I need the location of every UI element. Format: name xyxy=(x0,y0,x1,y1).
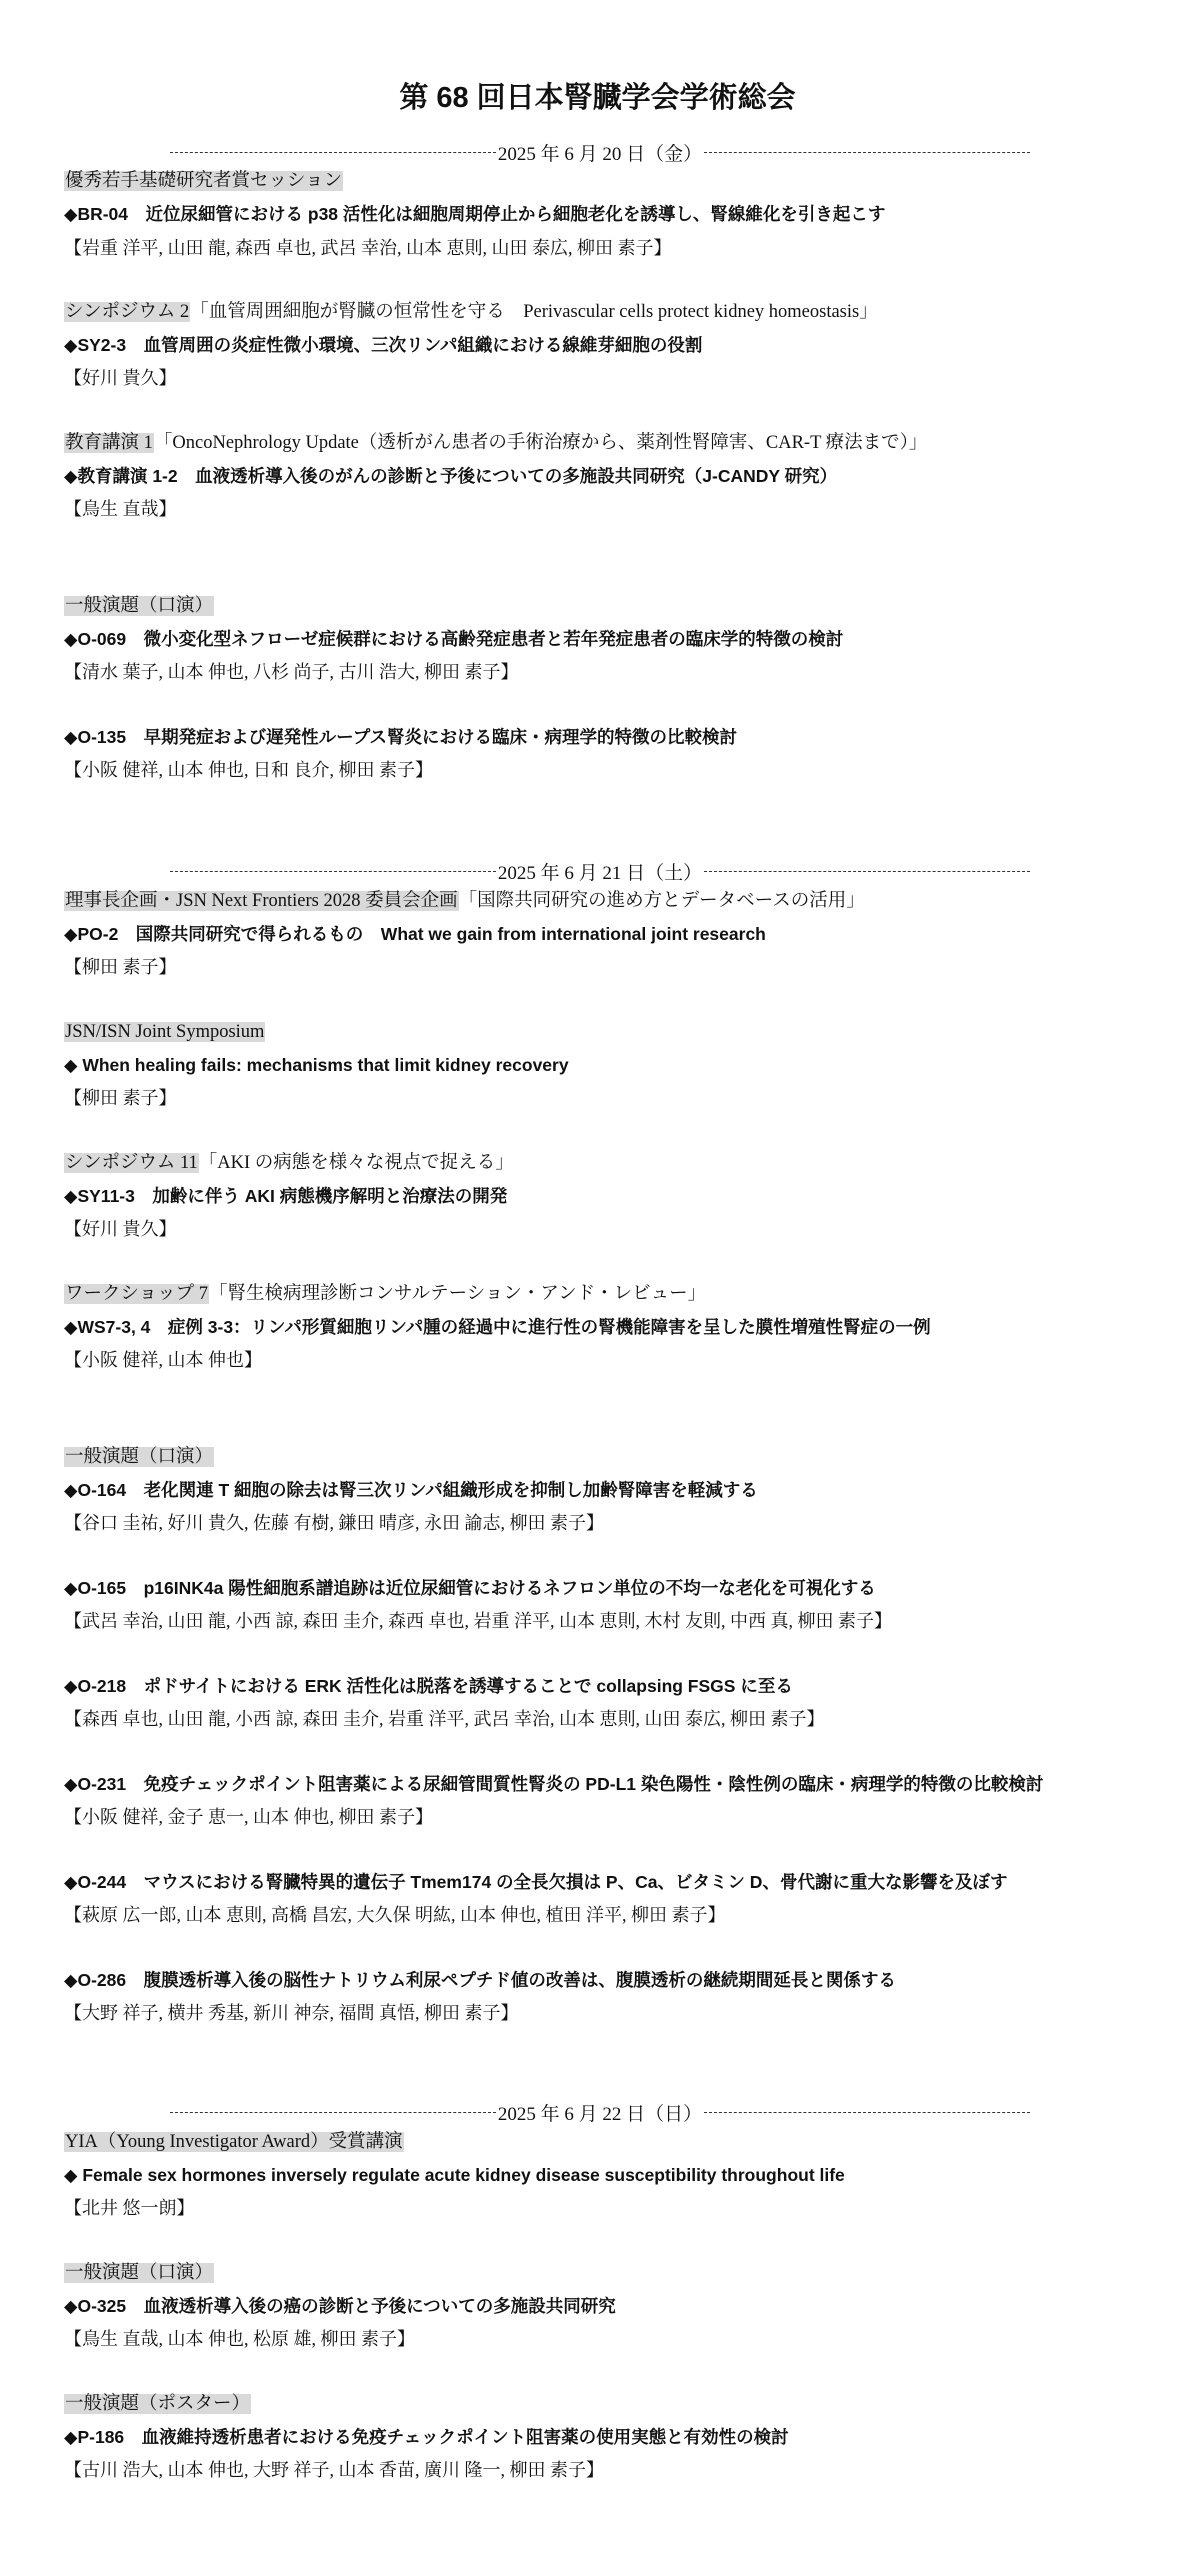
session-label: 教育講演 1 xyxy=(65,433,153,453)
presentation-title: ◆O-231 免疫チェックポイント阻害薬による尿細管間質性腎炎の PD-L1 染色陽性・陰性例の臨床・病理学的特徴の比較検討 xyxy=(64,1774,1044,1794)
presentation-title: ◆O-244 マウスにおける腎臓特異的遺伝子 Tmem174 の全長欠損は P、Ca、ビタミン D、骨代謝に重大な影響を及ぼす xyxy=(64,1872,1008,1892)
presentation-authors: 【大野 祥子, 横井 秀基, 新川 神奈, 福間 真悟, 柳田 素子】 xyxy=(64,2003,519,2023)
session-heading xyxy=(64,428,927,458)
session-label: 優秀若手基礎研究者賞セッション xyxy=(65,171,343,191)
presentation-authors: 【好川 貴久】 xyxy=(64,1219,177,1239)
session-label: JSN/ISN Joint Symposium xyxy=(65,1022,265,1042)
presentation-authors: 【森西 卓也, 山田 龍, 小西 諒, 森田 圭介, 岩重 洋平, 武呂 幸治, 山本 恵則, 山田 泰広, 柳田 素子】 xyxy=(64,1709,825,1729)
session-subtitle: 「腎生検病理診断コンサルテーション・アンド・レビュー」 xyxy=(209,1284,707,1304)
presentation-authors: 【岩重 洋平, 山田 龍, 森西 卓也, 武呂 幸治, 山本 恵則, 山田 泰広, 柳田 素子】 xyxy=(64,238,672,258)
presentation-authors: 【北井 悠一朗】 xyxy=(64,2198,195,2218)
presentation-authors: 【小阪 健祥, 山本 伸也】 xyxy=(64,1350,262,1370)
presentation-title: ◆BR-04 近位尿細管における p38 活性化は細胞周期停止から細胞老化を誘導し、腎線維化を引き起こす xyxy=(64,204,886,224)
presentation-authors: 【鳥生 直哉】 xyxy=(64,499,177,519)
presentation-authors: 【柳田 素子】 xyxy=(64,957,177,977)
date-divider xyxy=(170,856,1030,886)
presentation-title: ◆O-164 老化関連 T 細胞の除去は腎三次リンパ組織形成を抑制し加齢腎障害を軽減する xyxy=(64,1480,758,1500)
presentation-authors: 【小阪 健祥, 山本 伸也, 日和 良介, 柳田 素子】 xyxy=(64,760,433,780)
presentation-title: ◆O-286 腹膜透析導入後の脳性ナトリウム利尿ペプチド値の改善は、腹膜透析の継続期間延長と関係する xyxy=(64,1970,896,1990)
divider-line xyxy=(704,152,1030,153)
date-label: 2025 年 6 月 21 日（土） xyxy=(497,862,703,884)
session-heading xyxy=(64,886,865,916)
presentation-title: ◆ Female sex hormones inversely regulate acute kidney disease susceptibility throughout life xyxy=(64,2165,845,2185)
date-label: 2025 年 6 月 20 日（金） xyxy=(497,143,703,165)
divider-line xyxy=(704,2112,1030,2113)
presentation-title: ◆WS7-3, 4 症例 3-3：リンパ形質細胞リンパ腫の経過中に進行性の腎機能障害を呈した膜性増殖性腎症の一例 xyxy=(64,1317,931,1337)
presentation-authors: 【清水 葉子, 山本 伸也, 八杉 尚子, 古川 浩大, 柳田 素子】 xyxy=(64,662,519,682)
session-label: YIA（Young Investigator Award）受賞講演 xyxy=(65,2132,403,2152)
session-heading xyxy=(64,2389,251,2419)
session-heading xyxy=(64,2258,214,2288)
session-label: 一般演題（ポスター） xyxy=(65,2394,251,2414)
presentation-authors: 【谷口 圭祐, 好川 貴久, 佐藤 有樹, 鎌田 晴彦, 永田 諭志, 柳田 素子】 xyxy=(64,1513,604,1533)
session-label: 一般演題（口演） xyxy=(65,596,214,616)
presentation-title: ◆O-135 早期発症および遅発性ループス腎炎における臨床・病理学的特徴の比較検討 xyxy=(64,727,738,747)
session-heading xyxy=(64,166,343,196)
presentation-authors: 【萩原 広一郎, 山本 恵則, 高橋 昌宏, 大久保 明紘, 山本 伸也, 植田 洋平, 柳田 素子】 xyxy=(64,1905,726,1925)
presentation-title: ◆教育講演 1-2 血液透析導入後のがんの診断と予後についての多施設共同研究（J-CANDY 研究） xyxy=(64,466,838,486)
session-heading xyxy=(64,1442,214,1472)
presentation-title: ◆SY2-3 血管周囲の炎症性微小環境、三次リンパ組織における線維芽細胞の役割 xyxy=(64,335,703,355)
presentation-title: ◆O-069 微小変化型ネフローゼ症候群における高齢発症患者と若年発症患者の臨床学的特徴の検討 xyxy=(64,629,844,649)
session-label: 一般演題（口演） xyxy=(65,2263,214,2283)
session-subtitle: 「血管周囲細胞が腎臓の恒常性を守る Perivascular cells protect kidney homeostasis」 xyxy=(190,302,878,322)
presentation-authors: 【好川 貴久】 xyxy=(64,368,177,388)
presentation-authors: 【武呂 幸治, 山田 龍, 小西 諒, 森田 圭介, 森西 卓也, 岩重 洋平, 山本 恵則, 木村 友則, 中西 真, 柳田 素子】 xyxy=(64,1611,892,1631)
presentation-title: ◆O-165 p16INK4a 陽性細胞系譜追跡は近位尿細管におけるネフロン単位の不均一な老化を可視化する xyxy=(64,1578,876,1598)
divider-line xyxy=(170,2112,496,2113)
session-heading xyxy=(64,2127,404,2157)
divider-line xyxy=(170,152,496,153)
session-subtitle: 「OncoNephrology Update（透析がん患者の手術治療から、薬剤性腎障害、CAR-T 療法まで）」 xyxy=(153,433,928,453)
divider-line xyxy=(170,871,496,872)
presentation-title: ◆P-186 血液維持透析患者における免疫チェックポイント阻害薬の使用実態と有効性の検討 xyxy=(64,2427,789,2447)
divider-line xyxy=(704,871,1030,872)
session-subtitle: 「国際共同研究の進め方とデータベースの活用」 xyxy=(458,891,865,911)
session-heading xyxy=(64,1279,706,1309)
presentation-authors: 【柳田 素子】 xyxy=(64,1088,177,1108)
page-title: 第 68 回日本腎臓学会学術総会 xyxy=(399,82,796,114)
session-label: 一般演題（口演） xyxy=(65,1447,214,1467)
presentation-title: ◆O-218 ポドサイトにおける ERK 活性化は脱落を誘導することで collapsing FSGS に至る xyxy=(64,1676,793,1696)
session-label: 理事長企画・JSN Next Frontiers 2028 委員会企画 xyxy=(65,891,458,911)
session-heading xyxy=(64,591,214,621)
session-label: シンポジウム 11 xyxy=(65,1153,198,1173)
session-label: シンポジウム 2 xyxy=(65,302,190,322)
presentation-title: ◆PO-2 国際共同研究で得られるもの What we gain from international joint research xyxy=(64,924,766,944)
session-subtitle: 「AKI の病態を様々な視点で捉える」 xyxy=(198,1153,514,1173)
presentation-title: ◆O-325 血液透析導入後の癌の診断と予後についての多施設共同研究 xyxy=(64,2296,616,2316)
presentation-title: ◆SY11-3 加齢に伴う AKI 病態機序解明と治療法の開発 xyxy=(64,1186,508,1206)
presentation-authors: 【古川 浩大, 山本 伸也, 大野 祥子, 山本 香苗, 廣川 隆一, 柳田 素子】 xyxy=(64,2460,604,2480)
session-label: ワークショップ 7 xyxy=(65,1284,209,1304)
session-heading xyxy=(64,1017,265,1047)
date-divider xyxy=(170,137,1030,167)
presentation-authors: 【鳥生 直哉, 山本 伸也, 松原 雄, 柳田 素子】 xyxy=(64,2329,415,2349)
presentation-title: ◆ When healing fails: mechanisms that limit kidney recovery xyxy=(64,1055,569,1075)
session-heading xyxy=(64,297,878,327)
date-divider xyxy=(170,2097,1030,2127)
session-heading xyxy=(64,1148,514,1178)
date-label: 2025 年 6 月 22 日（日） xyxy=(497,2103,703,2125)
presentation-authors: 【小阪 健祥, 金子 恵一, 山本 伸也, 柳田 素子】 xyxy=(64,1807,433,1827)
